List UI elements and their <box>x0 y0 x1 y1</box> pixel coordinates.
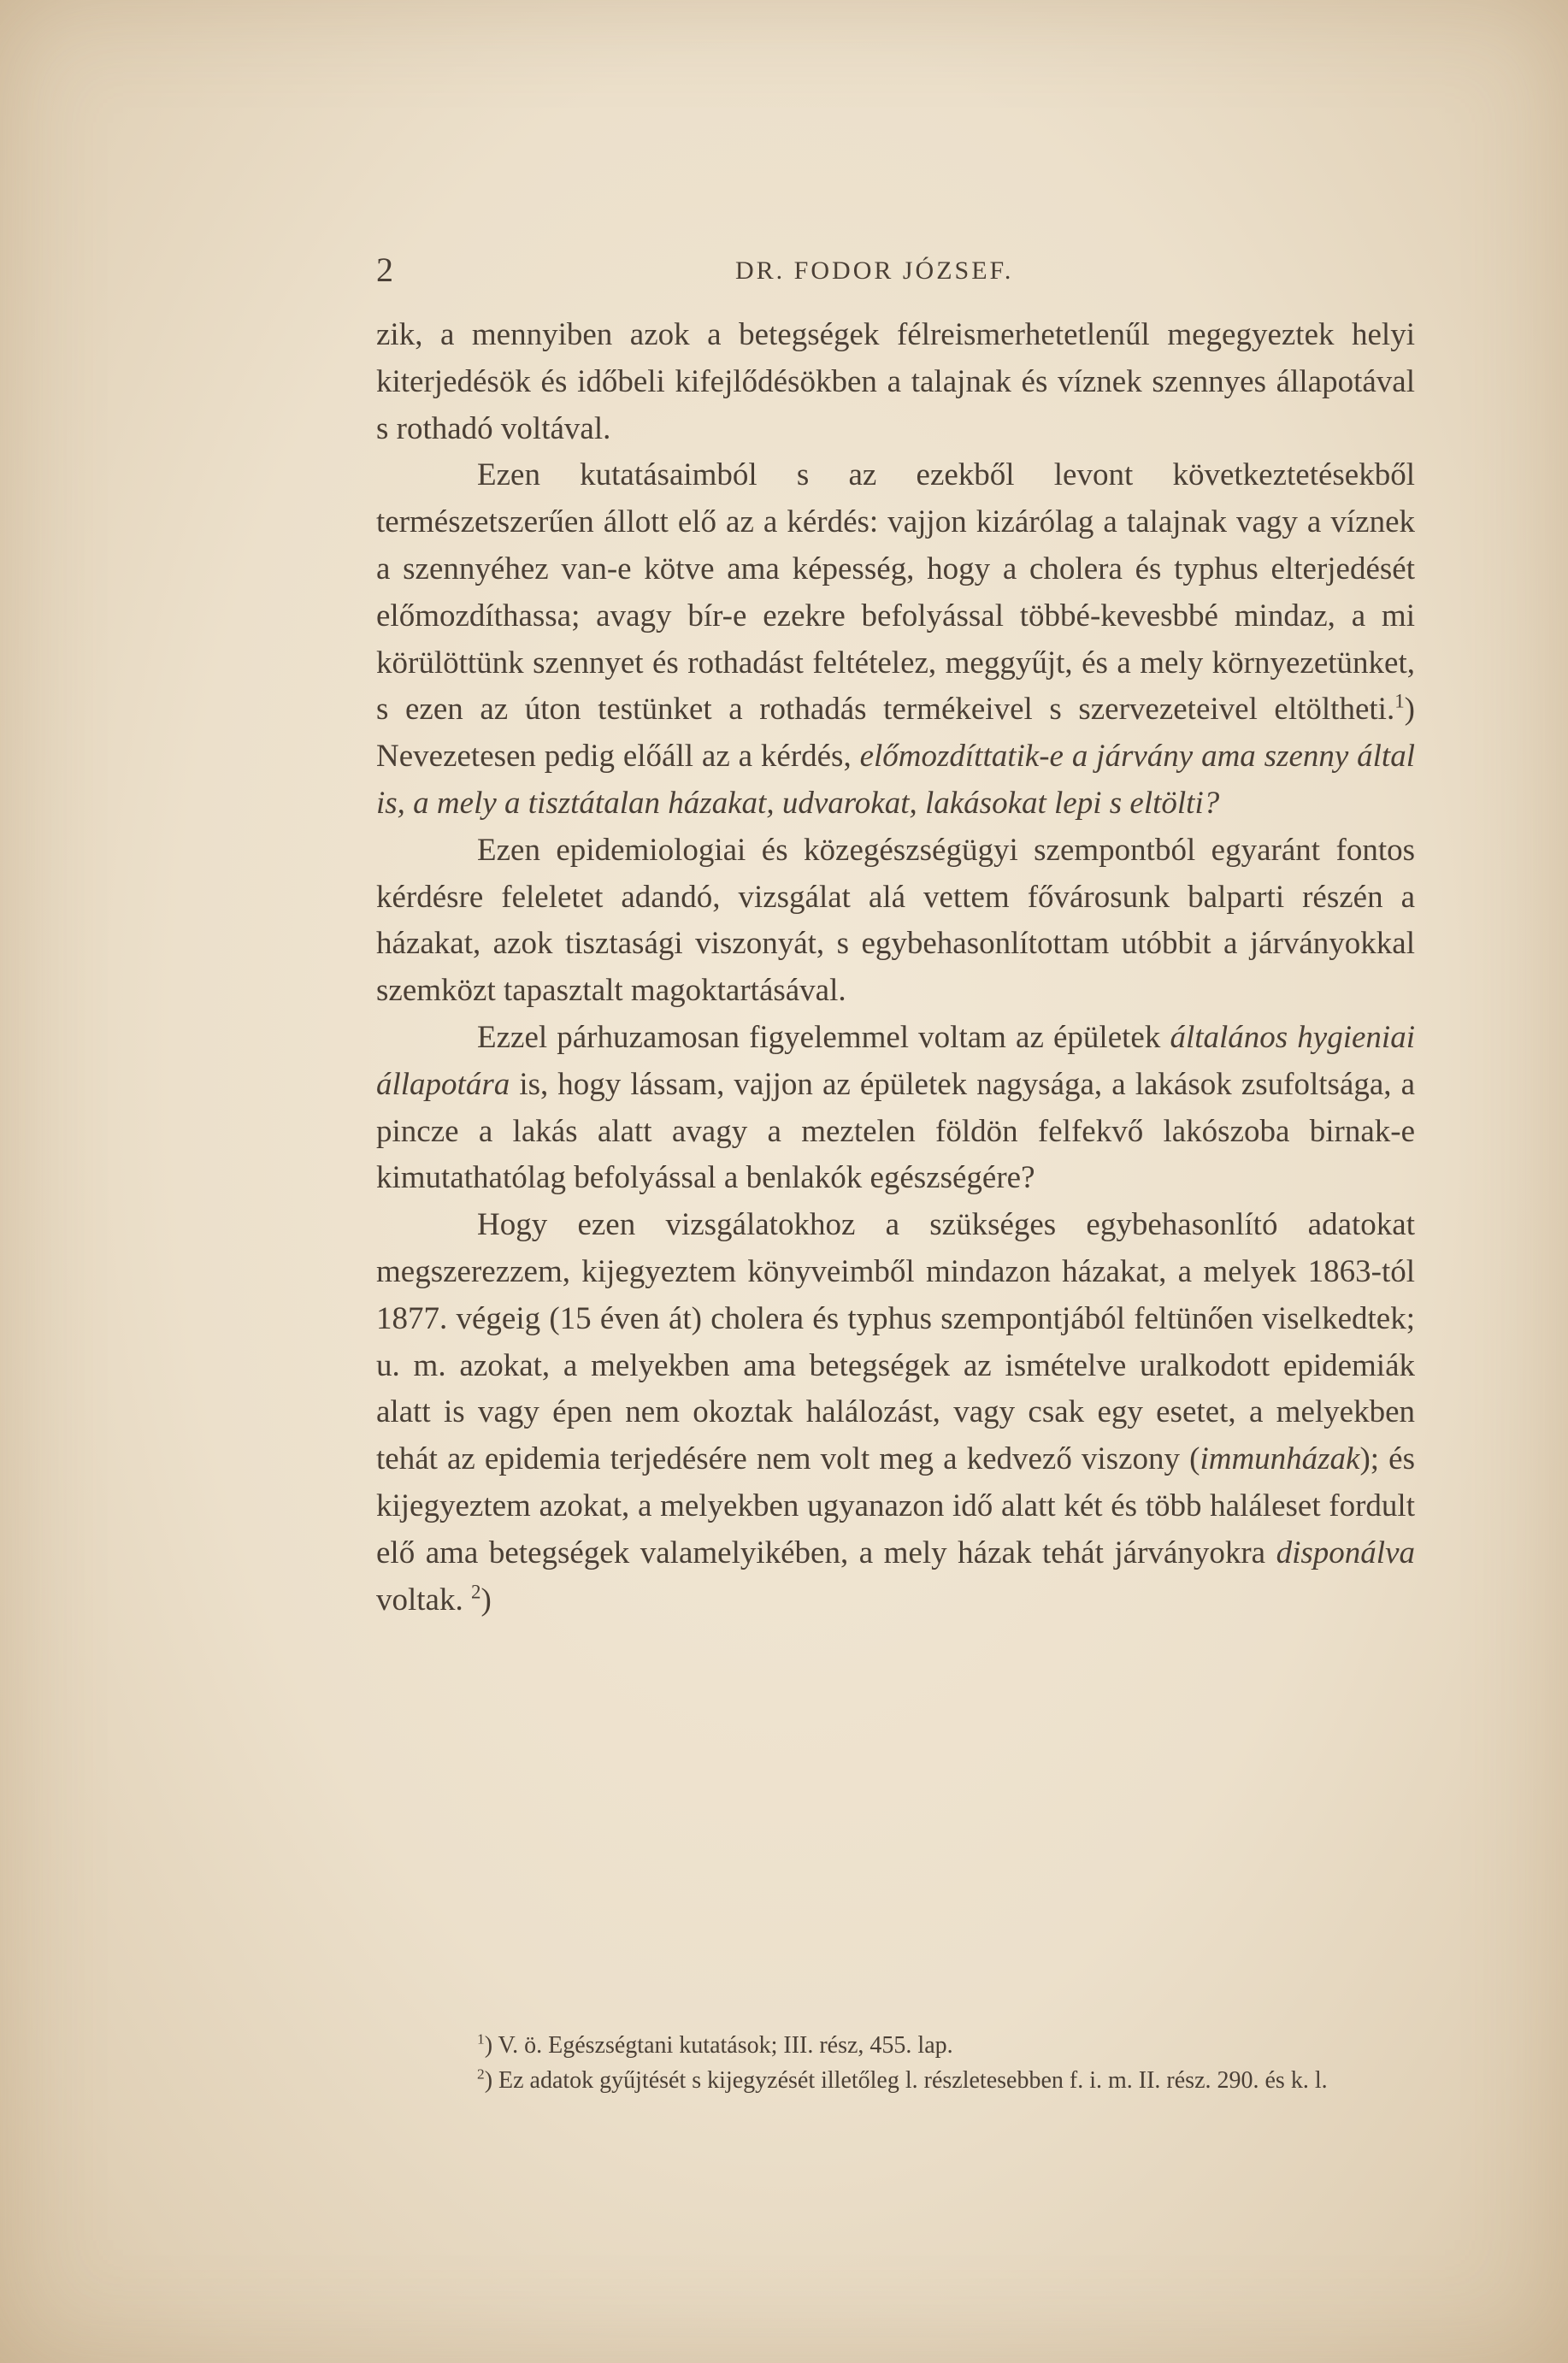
paragraph-text: ); és kijegyeztem azokat, a melyekben ugyanazon idő alatt két és több haláleset fordult elő ama betegségek valamelyikében, a mely házak tehát járványokra <box>376 1441 1415 1570</box>
footnotes <box>376 2028 1415 2098</box>
footnote-ref-1: 1 <box>1394 691 1405 713</box>
page-header <box>376 250 1419 301</box>
page-number: 2 <box>376 250 393 289</box>
paragraph-1 <box>376 312 1415 452</box>
paragraph-text: voltak. <box>376 1582 471 1618</box>
paragraph-4 <box>376 1015 1415 1202</box>
paragraph-text: ) <box>480 1582 492 1618</box>
italic-question: előmozdíttatik-e a járvány ama szenny által is, a mely a tisztátalan házakat, udvarokat, lakásokat lepi s eltölti? <box>376 739 1415 821</box>
footnote-mark: 2 <box>477 2065 485 2083</box>
paragraph-text: Hogy ezen vizsgálatokhoz a szükséges egybehasonlító adatokat megszerezzem, kijegyeztem könyveimből mindazon házakat, a melyek 1863-tól 1877. végeig (15 éven át) cholera és typhus szempontjából feltünően viselkedtek; u. m. azokat, a melyekben ama betegségek az ismételve uralkodott epidemiák alatt is vagy épen nem okoztak halálozást, vagy csak egy esetet, a melyekben tehát az epidemia terjedésére nem volt meg a kedvező viszony ( <box>376 1207 1415 1477</box>
footnote-text: ) Ez adatok gyűjtését s kijegyzését illetőleg l. részletesebben f. i. m. II. rész. 290. és k. l. <box>484 2067 1328 2094</box>
footnote-2 <box>376 2063 1415 2098</box>
footnote-mark: 1 <box>477 2030 485 2048</box>
footnote-ref-2: 2 <box>470 1581 481 1603</box>
italic-phrase: általános hygieniai állapotára <box>376 1019 1415 1102</box>
paragraph-text: Ezen kutatásaimból s az ezekből levont következtetésekből természetszerűen állott elő az a kérdés: vajjon kizárólag a talajnak vagy a víznek a szennyéhez van-e kötve ama képesség, hogy a cholera és typhus elterjedését előmozdíthassa; avagy bír-e ezekre befolyással többé-kevesbbé mindaz, a mi körülöttünk szennyet és rothadást feltételez, meggyűjt, és a mely környezetünket, s ezen az úton testünket a rothadás termékeivel s szervezeteivel eltöltheti. <box>376 457 1415 728</box>
paragraph-text: is, hogy lássam, vajjon az épületek nagysága, a lakások zsufoltsága, a pincze a lakás alatt avagy a meztelen földön felfekvő lakószoba birnak-e kimutathatólag befolyással a benlakók egészségére? <box>376 1066 1415 1196</box>
running-head: DR. FODOR JÓZSEF. <box>735 256 1014 285</box>
body-text <box>376 312 1415 1623</box>
paragraph-text: zik, a mennyiben azok a betegségek félreismerhetetlenűl megegyeztek helyi kiterjedésök és időbeli kifejlődésökben a talajnak és víznek szennyes állapotával s rothadó voltával. <box>376 317 1415 446</box>
footnote-1 <box>376 2028 1415 2063</box>
paragraph-5 <box>376 1202 1415 1623</box>
paragraph-text: Ezzel párhuzamosan figyelemmel voltam az épületek <box>477 1019 1170 1055</box>
italic-term: disponálva <box>1276 1535 1415 1570</box>
paragraph-text: Ezen epidemiologiai és közegészségügyi szempontból egyaránt fontos kérdésre feleletet adandó, vizsgálat alá vettem fővárosunk balparti részén a házakat, azok tisztasági viszonyát, s egybehasonlítottam utóbbit a járványokkal szemközt tapasztalt magoktartásával. <box>376 832 1415 1009</box>
paragraph-3 <box>376 828 1415 1015</box>
paragraph-text: ) Nevezetesen pedig előáll az a kérdés, <box>376 692 1415 775</box>
footnote-text: ) V. ö. Egészségtani kutatások; III. rész, 455. lap. <box>484 2032 953 2059</box>
paragraph-2 <box>376 452 1415 827</box>
italic-term: immunházak <box>1200 1441 1360 1477</box>
